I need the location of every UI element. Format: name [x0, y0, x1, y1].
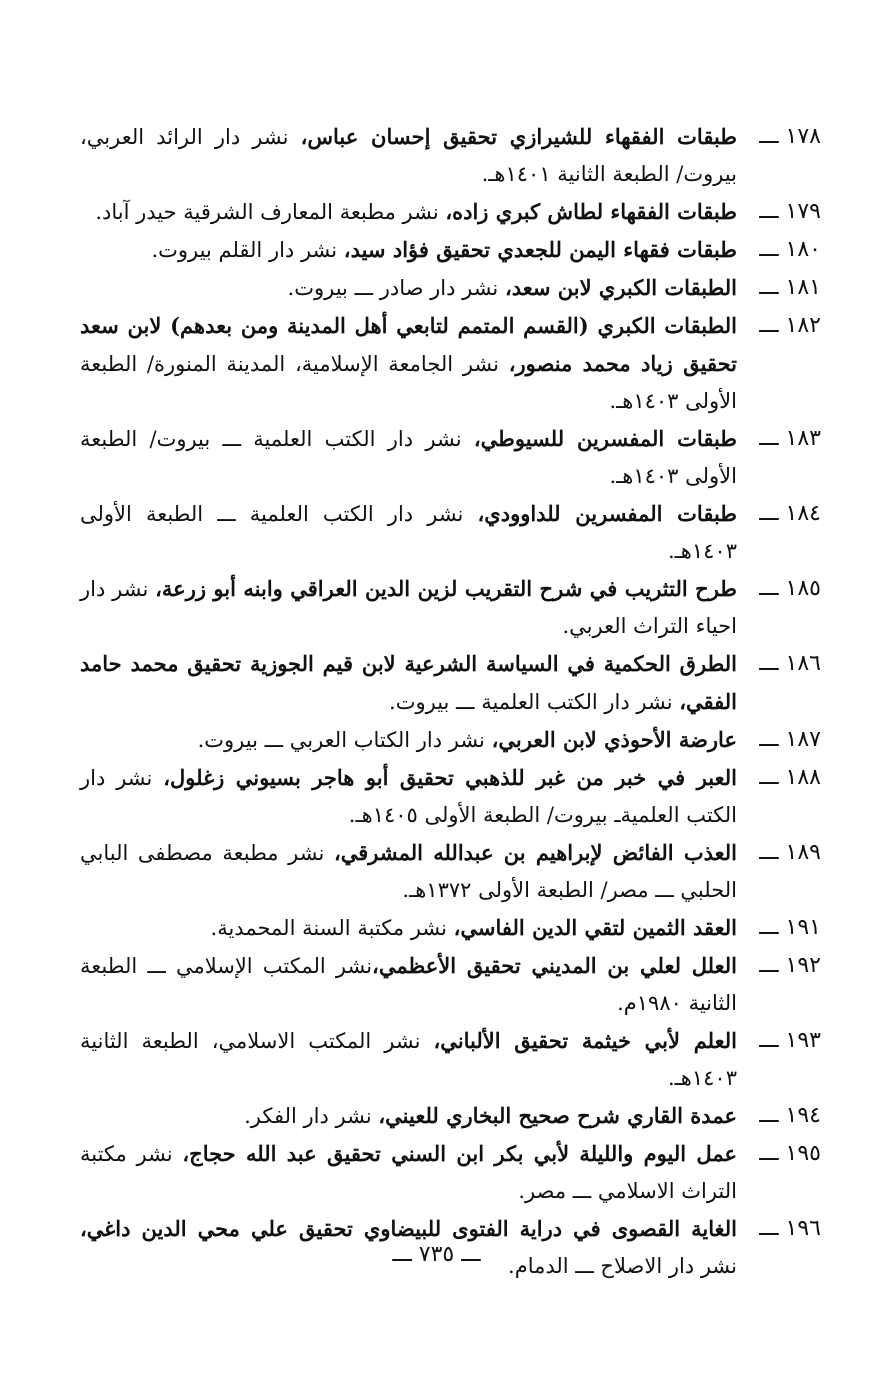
entry-text: [80, 495, 737, 570]
entry-number: ١٩٤ ـــ: [759, 1103, 821, 1128]
entry-publisher: نشر دار القلم بيروت.: [151, 238, 344, 262]
entry-publisher: نشر مكتبة السنة المحمدية.: [210, 916, 454, 940]
entry-number: ١٩٥ ـــ: [759, 1141, 821, 1166]
bibliography-entry: [80, 909, 821, 947]
bibliography-entry: [80, 759, 821, 834]
entry-number: ١٨١ ـــ: [759, 275, 821, 300]
bibliography-entry: [80, 1135, 821, 1210]
bibliography-list: [80, 118, 821, 1285]
entry-text: [80, 759, 737, 834]
entry-publisher: نشر دار الاصلاح ـــ الدمام.: [508, 1254, 737, 1278]
entry-title: الطبقات الكبري لابن سعد،: [504, 275, 737, 300]
entry-text: [80, 721, 737, 759]
entry-text: [80, 231, 737, 269]
entry-text: [80, 909, 737, 947]
bibliography-entry: [80, 495, 821, 570]
entry-number: ١٧٨ ـــ: [759, 124, 821, 149]
entry-publisher: نشر دار الرائد العربي، بيروت/ الطبعة الثانية ١٤٠١هـ.: [80, 125, 737, 186]
bibliography-entry: [80, 570, 821, 645]
entry-number: ١٨٨ ـــ: [759, 765, 821, 790]
entry-publisher: نشر دار الكتب العلمية ـــ بيروت/ الطبعة الأولى ١٤٠٣هـ.: [80, 427, 737, 488]
entry-number: ١٧٩ ـــ: [759, 199, 821, 224]
entry-title: العقد الثمين لتقي الدين الفاسي،: [453, 915, 737, 940]
entry-number: ١٨٦ ـــ: [759, 651, 821, 676]
entry-text: [80, 420, 737, 495]
entry-text: [80, 570, 737, 645]
entry-number: ١٨٣ ـــ: [759, 426, 821, 451]
entry-title: عارضة الأحوذي لابن العربي،: [491, 727, 737, 752]
entry-title: العذب الفائض لإبراهيم بن عبدالله المشرقي،: [333, 840, 737, 865]
entry-text: [80, 1022, 737, 1097]
bibliography-entry: [80, 645, 821, 721]
page-number: ـــ ٧٣٥ ـــ: [392, 1242, 481, 1267]
entry-number: ١٩٢ ـــ: [759, 953, 821, 978]
entry-text: [80, 118, 737, 193]
entry-publisher: نشر المكتب الاسلامي، الطبعة الثانية ١٤٠٣هـ.: [80, 1029, 737, 1090]
entry-title: طبقات المفسرين للسيوطي،: [473, 426, 737, 451]
entry-publisher: نشر دار الكتاب العربي ـــ بيروت.: [197, 728, 492, 752]
entry-title: طبقات المفسرين للداوودي،: [477, 501, 738, 526]
entry-text: [80, 1135, 737, 1210]
entry-title: العبر في خبر من غبر للذهبي تحقيق أبو هاجر بسيوني زغلول،: [163, 765, 738, 790]
entry-text: [80, 1097, 737, 1135]
entry-title: عمدة القاري شرح صحيح البخاري للعيني،: [378, 1103, 737, 1128]
entry-title: عمل اليوم والليلة لأبي بكر ابن السني تحقيق عبد الله حجاج،: [182, 1141, 737, 1166]
bibliography-entry: [80, 307, 821, 420]
entry-text: [80, 834, 737, 909]
entry-number: ١٨٤ ـــ: [759, 501, 821, 526]
entry-text: [80, 645, 737, 721]
entry-text: [80, 947, 737, 1022]
entry-number: ١٨٥ ـــ: [759, 576, 821, 601]
entry-title: الطرق الحكمية في السياسة الشرعية لابن قيم الجوزية تحقيق محمد حامد الفقي،: [80, 651, 737, 714]
entry-publisher: نشر مكتبة التراث الاسلامي ـــ مصر.: [80, 1142, 737, 1203]
entry-title: الغاية القصوى في دراية الفتوى للبيضاوي تحقيق علي محي الدين داغي،: [80, 1216, 737, 1241]
entry-text: [80, 269, 737, 307]
entry-number: ١٩٣ ـــ: [759, 1028, 821, 1053]
entry-publisher: نشر الجامعة الإسلامية، المدينة المنورة/ الطبعة الأولى ١٤٠٣هـ.: [80, 352, 737, 413]
bibliography-entry: [80, 193, 821, 231]
bibliography-entry: [80, 269, 821, 307]
entry-publisher: نشر دار احياء التراث العربي.: [80, 577, 737, 638]
bibliography-entry: [80, 1022, 821, 1097]
entry-text: [80, 307, 737, 420]
entry-title: الطبقات الكبري (القسم المتمم لتابعي أهل المدينة ومن بعدهم) لابن سعد تحقيق زياد محمد منصور،: [80, 313, 737, 376]
entry-number: ١٩٦ ـــ: [759, 1216, 821, 1241]
bibliography-entry: [80, 231, 821, 269]
entry-title: طبقات فقهاء اليمن للجعدي تحقيق فؤاد سيد،: [343, 237, 737, 262]
entry-number: ١٨٩ ـــ: [759, 840, 821, 865]
bibliography-entry: [80, 1097, 821, 1135]
bibliography-entry: [80, 834, 821, 909]
entry-title: طبقات الفقهاء لطاش كبري زاده،: [445, 199, 737, 224]
entry-title: طرح التثريب في شرح التقريب لزين الدين العراقي وابنه أبو زرعة،: [155, 576, 737, 601]
bibliography-entry: [80, 118, 821, 193]
bibliography-entry: [80, 721, 821, 759]
entry-number: ١٨٧ ـــ: [759, 727, 821, 752]
entry-publisher: نشر دار الكتب العلمية ـــ بيروت.: [389, 690, 680, 714]
bibliography-entry: [80, 420, 821, 495]
entry-publisher: نشر مطبعة المعارف الشرقية حيدر آباد.: [95, 200, 446, 224]
entry-title: العلل لعلي بن المديني تحقيق الأعظمي،: [372, 953, 737, 978]
entry-publisher: نشر دار الكتب العلميةـ بيروت/ الطبعة الأولى ١٤٠٥هـ.: [80, 766, 737, 827]
entry-number: ١٨٠ ـــ: [759, 237, 821, 262]
entry-publisher: نشر المكتب الإسلامي ـــ الطبعة الثانية ١٩٨٠م.: [80, 954, 737, 1015]
entry-publisher: نشر مطبعة مصطفى البابي الحلبي ـــ مصر/ الطبعة الأولى ١٣٧٢هـ.: [80, 841, 737, 902]
entry-publisher: نشر دار الكتب العلمية ـــ الطبعة الأولى ١٤٠٣هـ.: [80, 502, 737, 563]
bibliography-entry: [80, 947, 821, 1022]
entry-title: العلم لأبي خيثمة تحقيق الألباني،: [433, 1028, 737, 1053]
entry-publisher: نشر دار الفكر.: [244, 1104, 379, 1128]
entry-title: طبقات الفقهاء للشيرازي تحقيق إحسان عباس،: [300, 124, 738, 149]
entry-publisher: نشر دار صادر ـــ بيروت.: [287, 276, 505, 300]
entry-number: ١٩١ ـــ: [759, 915, 821, 940]
entry-text: [80, 193, 737, 231]
entry-number: ١٨٢ ـــ: [759, 313, 821, 338]
